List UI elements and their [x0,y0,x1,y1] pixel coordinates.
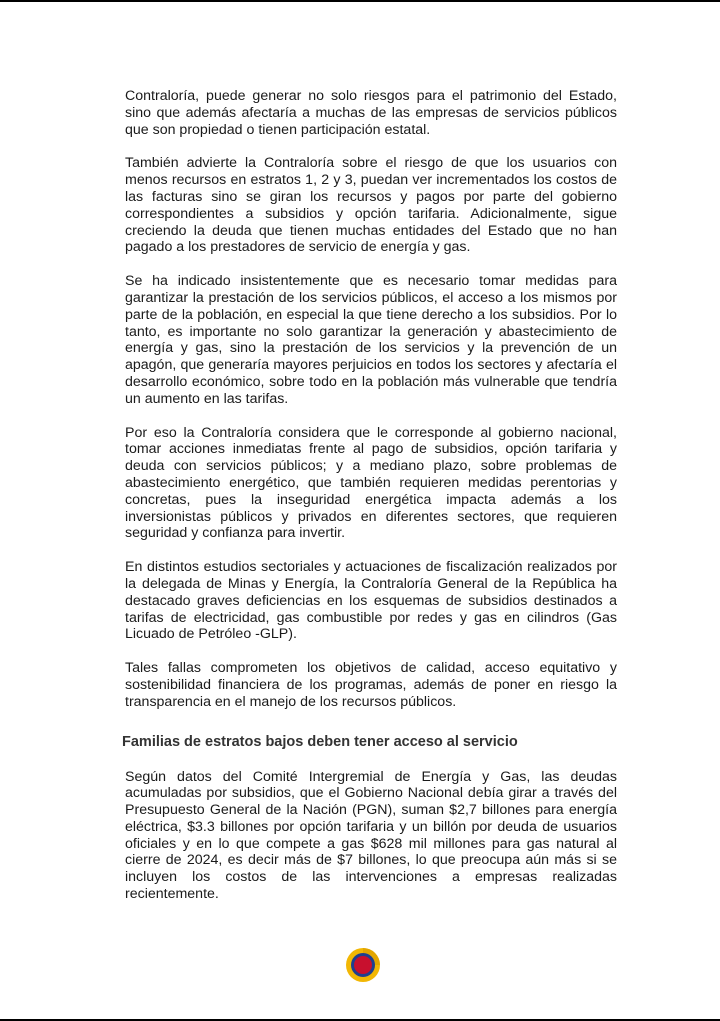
paragraph-2: También advierte la Contraloría sobre el riesgo de que los usuarios con menos recursos en estratos 1, 2 y 3, puedan ver incrementados los costos de las facturas sino se giran los recursos y pagos por parte del gobierno correspondientes a subsidios y opción tarifaria. Adicionalmente, sigue creciendo la deuda que tienen muchas entidades del Estado que no han pagado a los prestadores de servicio de energía y gas. [125,155,617,256]
paragraph-closing: Según datos del Comité Intergremial de Energía y Gas, las deudas acumuladas por subsidios, que el Gobierno Nacional debía girar a través del Presupuesto General de la Nación (PGN), suman $2,7 billones para energía eléctrica, $3.3 billones por opción tarifaria y un billón por deuda de usuarios oficiales y en lo que compete a gas $628 mil millones para gas natural al cierre de 2024, es decir más de $7 billones, lo que preocupa aún más si se incluyen los costos de las intervenciones a empresas realizadas recientemente. [125,768,617,903]
document-body [122,88,617,920]
top-border-line [0,0,720,2]
contraloria-logo-icon [345,947,381,983]
logo-core [354,956,372,974]
paragraph-5: En distintos estudios sectoriales y actuaciones de fiscalización realizados por la delegada de Minas y Energía, la Contraloría General de la República ha destacado graves deficiencias en los esquemas de subsidios destinados a tarifas de electricidad, gas combustible por redes y gas en cilindros (Gas Licuado de Petróleo -GLP). [125,559,617,643]
section-heading: Familias de estratos bajos deben tener acceso al servicio [122,733,518,750]
paragraph-1: Contraloría, puede generar no solo riesgos para el patrimonio del Estado, sino que además afectaría a muchas de las empresas de servicios públicos que son propiedad o tienen participación estatal. [125,88,617,138]
paragraph-4: Por eso la Contraloría considera que le corresponde al gobierno nacional, tomar acciones inmediatas frente al pago de subsidios, opción tarifaria y deuda con servicios públicos; y a mediano plazo, sobre problemas de abastecimiento energético, que también requieren medidas perentorias y concretas, pues la inseguridad energética impacta además a los inversionistas públicos y privados en diferentes sectores, que requieren seguridad y confianza para invertir. [125,424,617,542]
paragraph-6: Tales fallas comprometen los objetivos de calidad, acceso equitativo y sostenibilidad financiera de los programas, además de poner en riesgo la transparencia en el manejo de los recursos públicos. [125,660,617,710]
paragraph-3: Se ha indicado insistentemente que es necesario tomar medidas para garantizar la prestación de los servicios públicos, el acceso a los mismos por parte de la población, en especial la que tiene derecho a los subsidios. Por lo tanto, es importante no solo garantizar la generación y abastecimiento de energía y gas, sino la prestación de los servicios y la prevención de un apagón, que generaría mayores perjuicios en todos los sectores y afectaría el desarrollo económico, sobre todo en la población más vulnerable que tendría un aumento en las tarifas. [125,273,617,407]
